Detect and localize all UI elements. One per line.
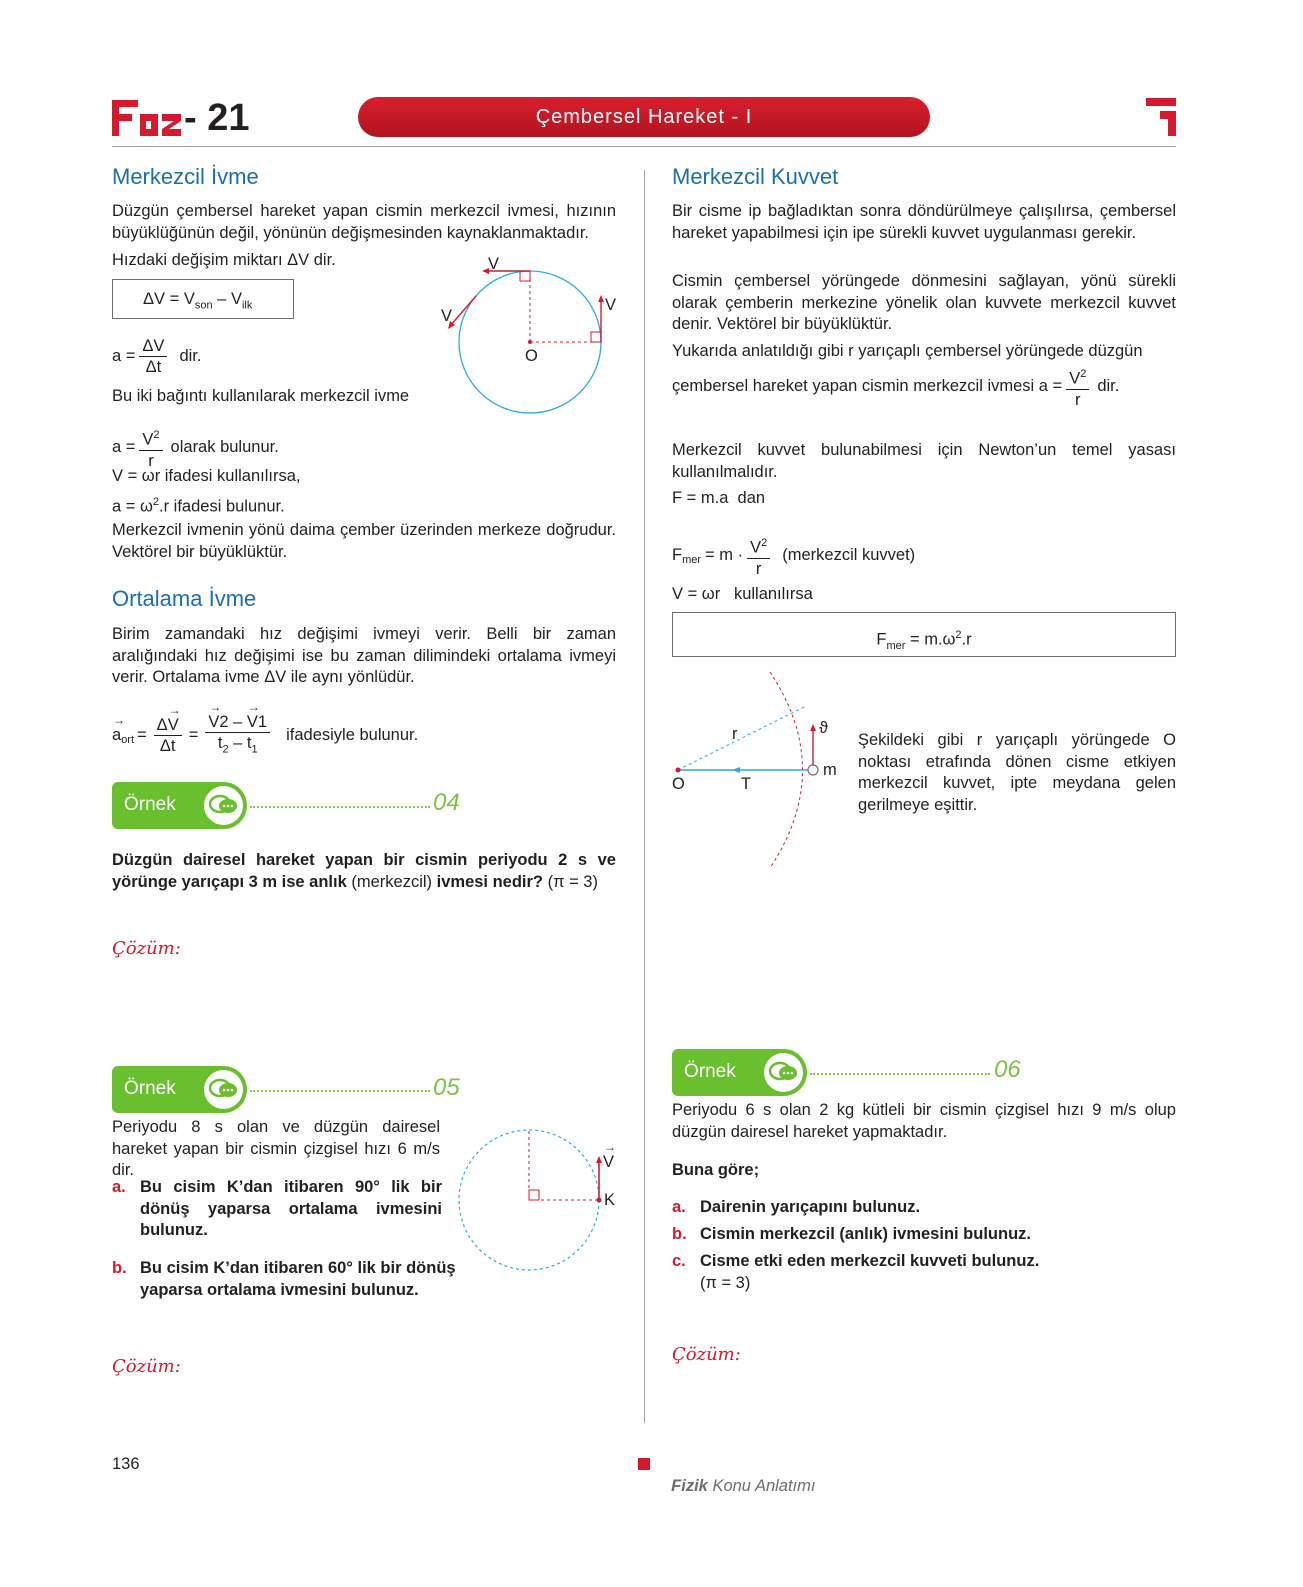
circular-motion-diagram xyxy=(436,254,636,420)
newton-paragraph: Merkezcil kuvvet bulunabilmesi için Newton’un temel yasası kullanılmalıdır. xyxy=(672,441,1176,481)
merkezcil-ivme-title: Merkezcil İvme xyxy=(112,164,259,189)
fmer-pre: F xyxy=(672,546,683,564)
frac-num: ΔV xyxy=(139,336,167,357)
column-divider xyxy=(644,170,645,1423)
kuvvet-paragraph-1: Bir cisme ip bağladıktan sonra döndürülmeye çalışılırsa, çembersel hareket yapabilmesi için ipe sürekli kuvvet uygulanması gerekir. xyxy=(672,202,1176,242)
paragraph-bagintilar: Bu iki bağıntı kullanılarak merkezcil ivme xyxy=(112,387,410,405)
fmer-eq: = m · xyxy=(705,546,744,564)
example-04-dots xyxy=(250,806,430,808)
example-05-badge xyxy=(112,1066,247,1113)
header-rule xyxy=(112,146,1176,147)
ortalama-ivme-paragraph: Birim zamandaki hız değişimi ivmeyi verir. Belli bir zaman aralığındaki hız değişimi ise bu zaman dilimindeki ortalama ivmeyi verir. Ortalama ivme ΔV ile aynı yönlüdür. xyxy=(112,625,616,686)
item-c-text: Cisme etki eden merkezcil kuvveti bulunuz. xyxy=(700,1252,1040,1270)
chapter-title: Çembersel Hareket - I xyxy=(535,106,753,128)
diagram1-v-right: V xyxy=(605,296,617,314)
example-05-intro: Periyodu 8 s olan ve düzgün dairesel hareket yapan bir cismin çizgisel hızı 6 m/s dir. xyxy=(112,1118,440,1179)
header xyxy=(0,0,1303,150)
example-06-pi-note: (π = 3) xyxy=(700,1274,751,1292)
diagram-o-label: O xyxy=(672,775,685,793)
example-06-dots xyxy=(810,1073,990,1075)
fmer-den: r xyxy=(755,559,762,578)
p3-den: r xyxy=(1075,390,1081,409)
v-omega-line: V = ωr ifadesi kullanılırsa, xyxy=(112,467,301,485)
speech-bubbles-icon xyxy=(204,786,243,825)
diagram1-v-top: V xyxy=(488,255,500,273)
merkezcil-ivme-paragraph: Düzgün çembersel hareket yapan cismin merkezcil ivmesi, hızının büyüklüğünün değil, yönünün değişmesinden kaynaklanmaktadır. xyxy=(112,202,616,242)
item-a-letter: a. xyxy=(672,1198,686,1216)
example-04-question xyxy=(112,850,616,893)
p3-num: V xyxy=(1069,369,1081,388)
page-number: 136 xyxy=(112,1455,140,1473)
acceleration-formula xyxy=(112,336,201,377)
average-acceleration-formula: → a $_{ort}$ = $\frac{\Delta\to V}{\Delta t}$ = → $\frac{V2 - \to V1}{t_2 - t_1}$ ifadesiyle bulunur. xyxy=(112,712,418,759)
speech-bubbles-icon xyxy=(764,1053,803,1092)
example-06-label: Örnek xyxy=(684,1061,736,1082)
a2-tail: olarak bulunur. xyxy=(170,438,279,456)
footer-book-rest: Konu Anlatımı xyxy=(707,1476,816,1495)
example-06-intro: Periyodu 6 s olan 2 kg kütleli bir cismin çizgisel hızı 9 m/s olup düzgün dairesel hareket yapmaktadır. xyxy=(672,1101,1176,1141)
box-tail: .r xyxy=(961,630,972,649)
example-05-k-label: K xyxy=(604,1191,616,1209)
kuvvet-paragraph-2: Cismin çembersel yörüngede dönmesini sağlayan, yönü sürekli olarak çemberin merkezine yönelik olan kuvvete merkezcil kuvvet denir. Vektörel bir büyüklüktür. xyxy=(672,272,1176,333)
box-pre: F xyxy=(876,630,887,649)
a-equals: a = xyxy=(112,346,136,365)
ortalama-ivme-title: Ortalama İvme xyxy=(112,586,257,611)
example-06-item-c xyxy=(672,1251,1039,1273)
fmer-tail: (merkezcil kuvvet) xyxy=(782,546,916,564)
centripetal-formula xyxy=(112,425,279,471)
fmer-num: V xyxy=(750,538,762,557)
diagram-explanation: Şekildeki gibi r yarıçaplı yörüngede O noktası etrafında dönen cisme etkiyen merkezcil kuvvet, ipte meydana gelen gerilmeye eşittir. xyxy=(858,731,1176,814)
corner-logo-icon xyxy=(1146,98,1176,136)
ivme-yonu-paragraph: Merkezcil ivmenin yönü daima çember üzerinden merkeze doğrudur. Vektörel bir büyüklüktür. xyxy=(112,521,616,561)
kuvvet-paragraph-3b: çembersel hareket yapan cismin merkezcil ivmesi a = $\frac{V^2}{r}$ dir. xyxy=(672,364,1119,410)
item-b-text: Bu cisim K’dan itibaren 60° lik bir dönüş yaparsa ortalama ivmesini bulunuz. xyxy=(140,1259,456,1299)
speech-bubbles-icon xyxy=(204,1070,243,1109)
v-omega-r-line: V = ωr kullanılırsa xyxy=(672,585,813,603)
v2-num: V xyxy=(142,430,154,449)
diagram-theta-label: ϑ xyxy=(819,719,829,737)
dv-dt-fraction xyxy=(139,336,167,377)
fmer-formula: F $_{mer}$ = m · $\frac{V^2}{r}$ (merkezcil kuvvet) xyxy=(672,533,915,579)
example-06-number: 06 xyxy=(994,1056,1021,1083)
example-05-cozum: Çözüm: xyxy=(112,1356,181,1377)
item-a-text: Bu cisim K’dan itibaren 90° lik bir dönüş yaparsa ortalama ivmesini bulunuz. xyxy=(140,1178,442,1239)
example-04-cozum: Çözüm: xyxy=(112,938,181,959)
footer-book-title xyxy=(662,1454,815,1497)
example-06-badge xyxy=(672,1049,807,1096)
kuvvet-paragraph-3: Yukarıda anlatıldığı gibi r yarıçaplı çembersel yörüngede düzgün xyxy=(672,342,1143,360)
formula-dv: ΔV = V xyxy=(143,290,195,308)
example-05-dots xyxy=(250,1090,430,1092)
example-06-buna: Buna göre; xyxy=(672,1161,760,1179)
v2-den: r xyxy=(148,451,154,470)
diagram1-v-left: V xyxy=(441,307,453,325)
item-b-text: Cismin merkezcil (anlık) ivmesini bulunuz. xyxy=(700,1225,1031,1243)
q04-plain: (merkezcil) xyxy=(351,872,433,891)
example-04-badge xyxy=(112,782,247,829)
delta-v-formula-box xyxy=(112,279,294,319)
fmer-sub: mer xyxy=(682,554,702,566)
item-b-letter: b. xyxy=(672,1225,687,1243)
merkezcil-kuvvet-title: Merkezcil Kuvvet xyxy=(672,164,839,189)
formula-son: son xyxy=(194,299,213,312)
delta-v-line: Hızdaki değişim miktarı ΔV dir. xyxy=(112,251,336,269)
example-05-label: Örnek xyxy=(124,1078,176,1099)
q04-bold: Düzgün dairesel hareket yapan bir cismin periyodu 2 s ve yörünge yarıçapı 3 m ise anlık xyxy=(112,851,616,891)
item-b-letter: b. xyxy=(112,1259,127,1277)
formula-minus: – V xyxy=(212,290,242,308)
example-06-cozum: Çözüm: xyxy=(672,1344,741,1365)
v-vec: → V xyxy=(603,1152,614,1174)
footer-book-bold: Fizik xyxy=(671,1476,708,1495)
diagram-t-label: T xyxy=(741,775,752,793)
f-ma-line: F = m.a dan xyxy=(672,489,766,507)
diagram1-o: O xyxy=(525,347,538,365)
a3-post: .r ifadesi bulunur. xyxy=(159,497,285,516)
aort-tail: ifadesiyle bulunur. xyxy=(286,725,419,744)
example-06-item-a xyxy=(672,1197,920,1219)
example-05-item-b xyxy=(112,1258,464,1301)
q04-tail: (π = 3) xyxy=(547,872,598,891)
item-a-text: Dairenin yarıçapını bulunuz. xyxy=(700,1198,921,1216)
chapter-number: - 21 xyxy=(184,97,250,139)
box-post: = m.ω xyxy=(909,630,956,649)
example-04-number: 04 xyxy=(433,789,460,816)
frac-den: Δt xyxy=(145,358,162,376)
example-05-diagram xyxy=(452,1124,622,1280)
chapter-title-banner xyxy=(358,97,930,137)
footer-square-icon xyxy=(638,1458,650,1470)
example-05-number: 05 xyxy=(433,1074,460,1101)
faz-logo xyxy=(112,100,182,136)
a-equals-2: a = xyxy=(112,438,136,456)
example-06-item-b xyxy=(672,1224,1031,1246)
a-tail: dir. xyxy=(179,346,202,365)
p3-tail: dir. xyxy=(1097,377,1120,395)
example-05-v-label xyxy=(603,1152,614,1174)
diagram-m-label: m xyxy=(823,761,837,779)
p3b-text: çembersel hareket yapan cismin merkezcil ivmesi a = xyxy=(672,377,1063,395)
example-04-label: Örnek xyxy=(124,794,176,815)
formula-ilk: ilk xyxy=(241,299,253,312)
box-sub: mer xyxy=(886,639,906,652)
v2-r-fraction: $\frac{V^2}{r}$ xyxy=(139,425,162,471)
diagram-r-label: r xyxy=(732,725,738,743)
item-c-letter: c. xyxy=(672,1252,686,1270)
q04-bold2: ivmesi nedir? xyxy=(436,872,544,891)
a3-pre: a = ω xyxy=(112,497,153,516)
a-omega-line: $a = \omega^2.r$ ifadesi bulunur. xyxy=(112,496,285,516)
fmer-formula-box: $F_{mer} = m.\omega^2.r$ xyxy=(672,612,1176,657)
example-05-item-a xyxy=(112,1177,442,1242)
item-a-letter: a. xyxy=(112,1178,126,1196)
